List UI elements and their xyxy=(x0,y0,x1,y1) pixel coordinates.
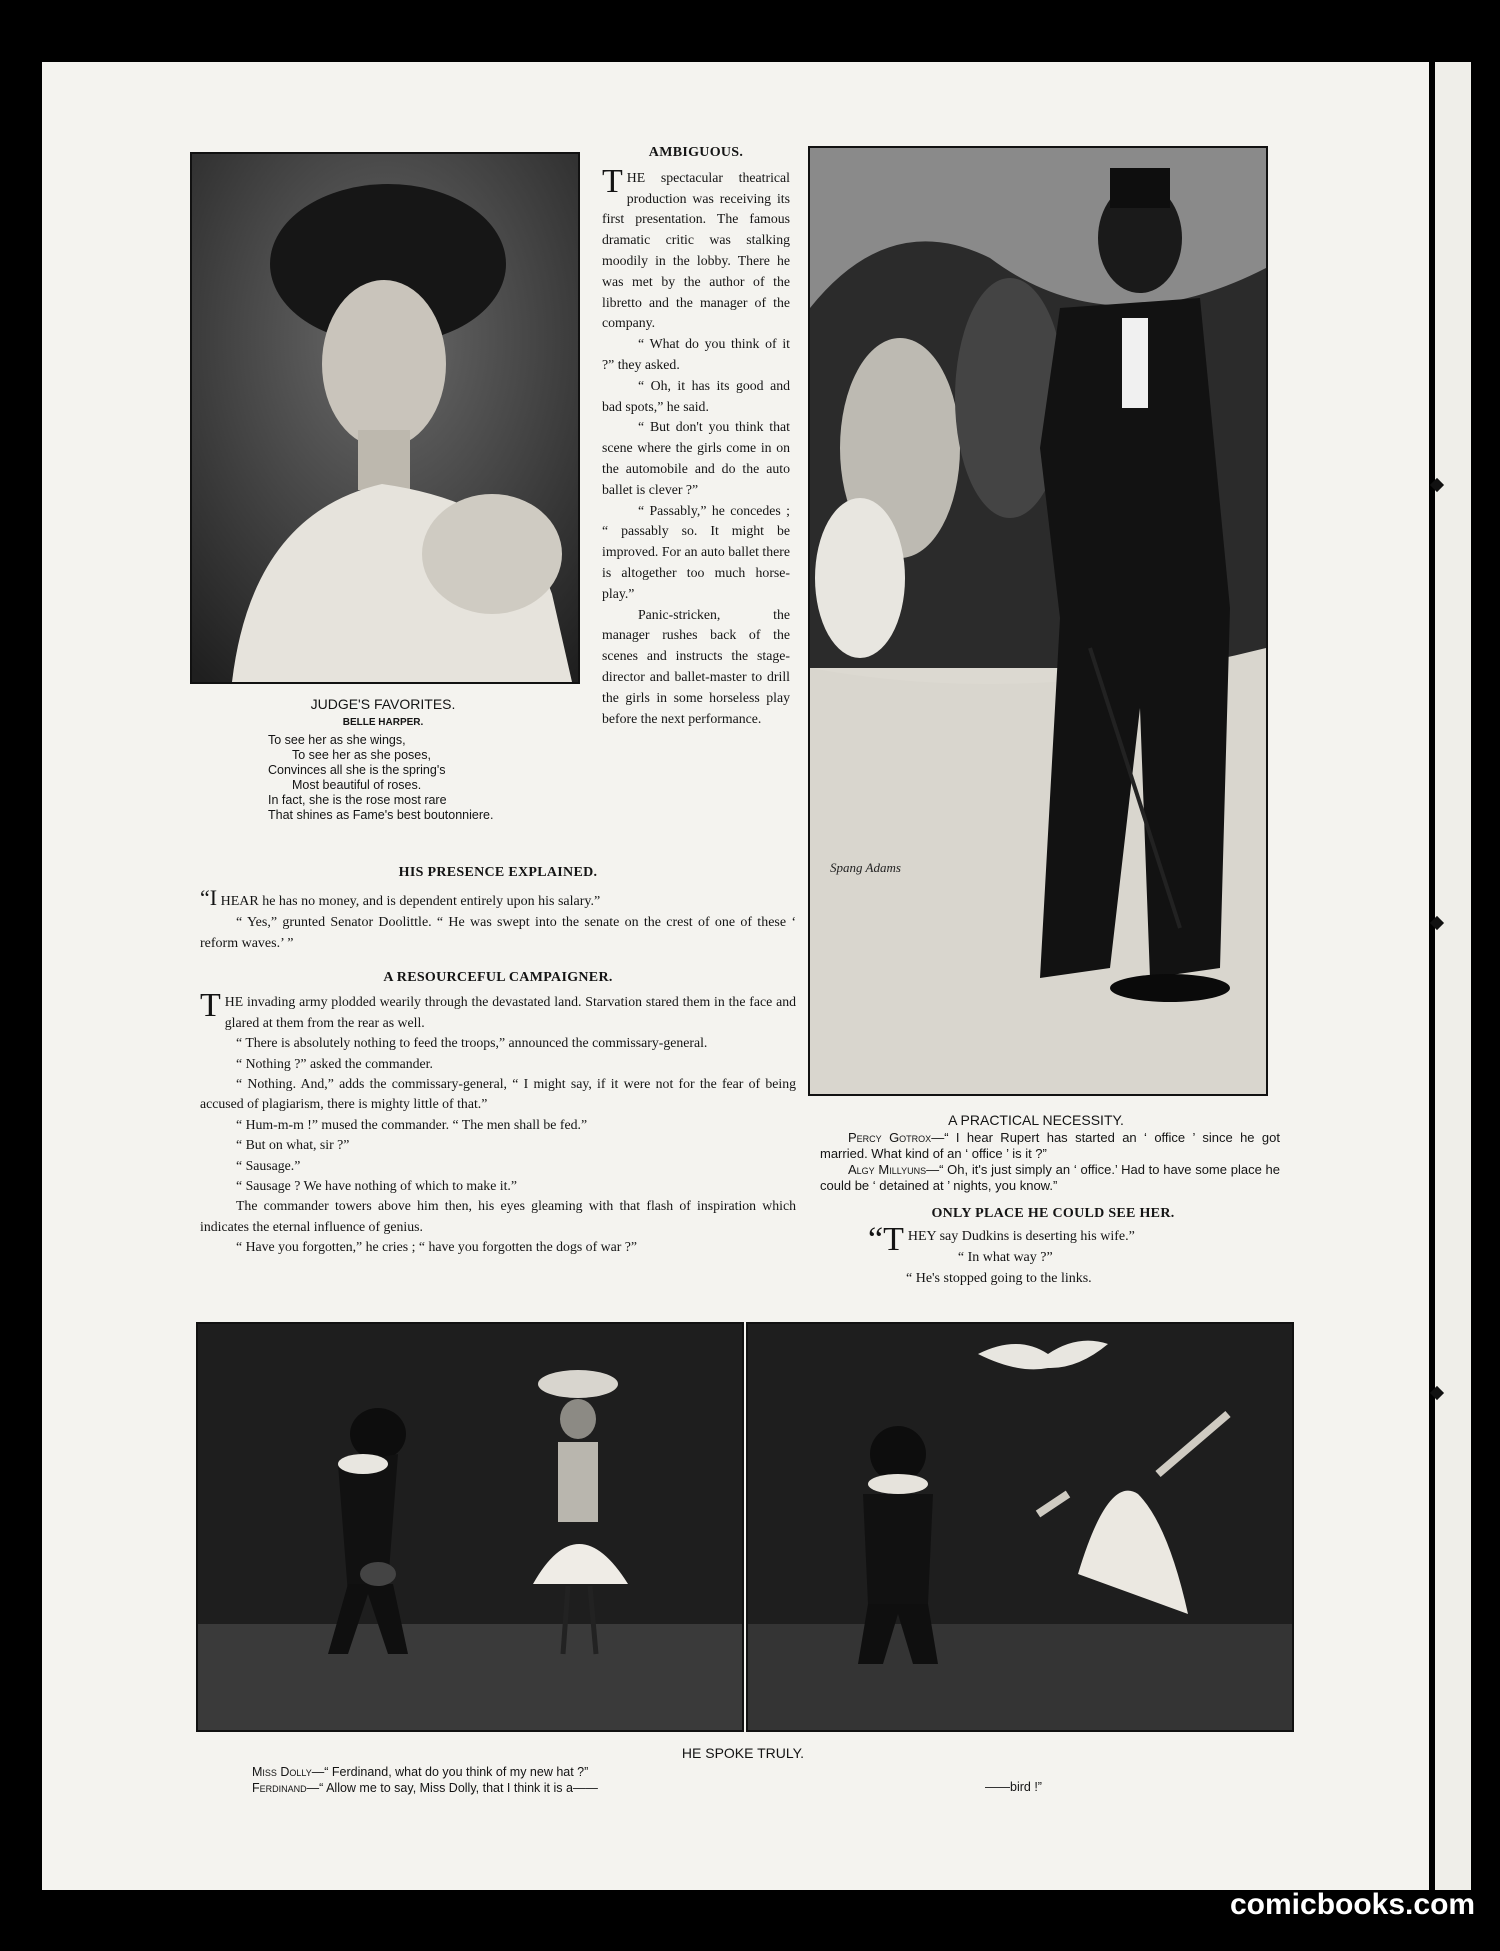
speaker-name: Miss Dolly xyxy=(252,1765,312,1779)
campaigner-paragraph: “ Nothing ?” asked the commander. xyxy=(236,1055,433,1071)
only-place-article xyxy=(868,1203,1238,1289)
portrait-title: JUDGE'S FAVORITES. xyxy=(310,696,456,712)
campaigner-paragraph: “ Sausage.” xyxy=(236,1157,301,1173)
only-place-paragraph: “ He's stopped going to the links. xyxy=(906,1271,1092,1286)
ambiguous-paragraph: Panic-stricken, the manager rushes back of the scenes and instructs the stage-director and ballet-master to drill the girls in some horseless play before the next performance. xyxy=(602,606,790,726)
boy-and-girl-drawing xyxy=(198,1324,742,1730)
presence-lead: HEAR he has no money, and is dependent entirely upon his salary.” xyxy=(220,894,601,909)
presence-paragraph: “ Yes,” grunted Senator Doolittle. “ He was swept into the senate on the crest of one of these ‘ reform waves.’ ” xyxy=(200,915,796,951)
poem-line: Convinces all she is the spring's xyxy=(268,763,446,777)
campaigner-paragraph: “ Sausage ? We have nothing of which to make it.” xyxy=(236,1178,518,1194)
only-place-lead: HEY say Dudkins is deserting his wife.” xyxy=(907,1229,1135,1244)
presence-article xyxy=(200,862,796,954)
poem-line: Most beautiful of roses. xyxy=(292,778,422,792)
necessity-title: A PRACTICAL NECESSITY. xyxy=(948,1112,1124,1128)
dialogue-line: —“ Allow me to say, Miss Dolly, that I think it is a—— xyxy=(306,1781,598,1795)
campaigner-lead: HE invading army plodded wearily through the devastated land. Starvation stared them in the face and glared at them from the rear as well. xyxy=(224,994,796,1030)
portrait-illustration xyxy=(192,154,578,682)
poem-line: To see her as she poses, xyxy=(292,748,431,762)
dialogue-line: —“ I hear Rupert has started an ‘ office ’ since he got married. What kind of an ‘ office ’ is it ?” xyxy=(820,1130,1280,1161)
dialogue-line: —“ Oh, it's just simply an ‘ office.’ Had to have some place he could be ‘ detained at ’ nights, you know.” xyxy=(820,1162,1281,1193)
campaigner-paragraph: “ Have you forgotten,” he cries ; “ have you forgotten the dogs of war ?” xyxy=(236,1239,637,1255)
gentleman-drawing xyxy=(810,148,1266,1094)
drop-cap: “I xyxy=(200,885,218,910)
dialogue-line: —“ Ferdinand, what do you think of my new hat ?” xyxy=(311,1765,589,1779)
bird-joke-drawing xyxy=(748,1324,1292,1730)
only-place-paragraph: “ In what way ?” xyxy=(957,1250,1053,1265)
speaker-name: Percy Gotrox xyxy=(848,1130,932,1145)
punchline: ——bird !” xyxy=(985,1780,1042,1794)
poem-line: In fact, she is the rose most rare xyxy=(268,793,447,807)
portrait-poem xyxy=(268,733,568,823)
campaigner-paragraph: “ But on what, sir ?” xyxy=(236,1137,350,1153)
portrait-photo xyxy=(190,152,580,684)
comic-panel-left xyxy=(196,1322,744,1732)
speaker-name: Algy Millyuns xyxy=(848,1162,927,1177)
ambiguous-article xyxy=(602,143,790,729)
ambiguous-paragraph: “ Oh, it has its good and bad spots,” he said. xyxy=(602,377,790,414)
portrait-name: BELLE HARPER. xyxy=(342,717,424,728)
poem-line: That shines as Fame's best boutonniere. xyxy=(268,808,494,822)
only-place-title: ONLY PLACE HE COULD SEE HER. xyxy=(931,1206,1175,1221)
gentleman-illustration xyxy=(808,146,1268,1096)
drop-cap: T xyxy=(602,162,623,200)
presence-title: HIS PRESENCE EXPLAINED. xyxy=(398,865,598,880)
speaker-name: Ferdinand xyxy=(252,1781,307,1795)
campaigner-title: A RESOURCEFUL CAMPAIGNER. xyxy=(383,970,613,985)
ambiguous-title: AMBIGUOUS. xyxy=(648,145,744,160)
ambiguous-paragraph: “ Passably,” he concedes ; “ passably so. It might be improved. For an auto ballet there is altogether too much horse-play.” xyxy=(602,502,790,601)
artist-signature: Spang Adams xyxy=(830,860,901,875)
spoke-truly-dialogue xyxy=(252,1764,852,1796)
comic-panel-right xyxy=(746,1322,1294,1732)
campaigner-paragraph: “ Nothing. And,” adds the commissary-general, “ I might say, if it were not for the fear of being accused of plagiarism, there is mighty little of that.” xyxy=(200,1076,796,1112)
campaigner-article xyxy=(200,968,796,1258)
facing-page-edge xyxy=(1435,62,1471,1890)
poem-line: To see her as she wings, xyxy=(268,733,406,747)
campaigner-paragraph: “ There is absolutely nothing to feed the troops,” announced the commissary-general. xyxy=(236,1035,708,1051)
campaigner-paragraph: The commander towers above him then, his eyes gleaming with that flash of inspiration which indicates the eternal influence of genius. xyxy=(200,1198,796,1234)
ambiguous-paragraph: “ But don't you think that scene where the girls come in on the automobile and do the auto ballet is clever ?” xyxy=(602,419,790,497)
ambiguous-lead: HE spectacular theatrical production was receiving its first presentation. The famous dramatic critic was stalking moodily in the lobby. There he was met by the author of the libretto and the manager of the company. xyxy=(602,169,790,331)
necessity-dialogue xyxy=(820,1130,1280,1194)
campaigner-paragraph: “ Hum-m-m !” mused the commander. “ The men shall be fed.” xyxy=(236,1116,588,1132)
drop-cap: “T xyxy=(868,1221,904,1258)
ambiguous-paragraph: “ What do you think of it ?” they asked. xyxy=(602,336,790,372)
drop-cap: T xyxy=(200,987,221,1025)
site-watermark: comicbooks.com xyxy=(1230,1888,1476,1921)
spoke-truly-title: HE SPOKE TRULY. xyxy=(681,1745,805,1761)
